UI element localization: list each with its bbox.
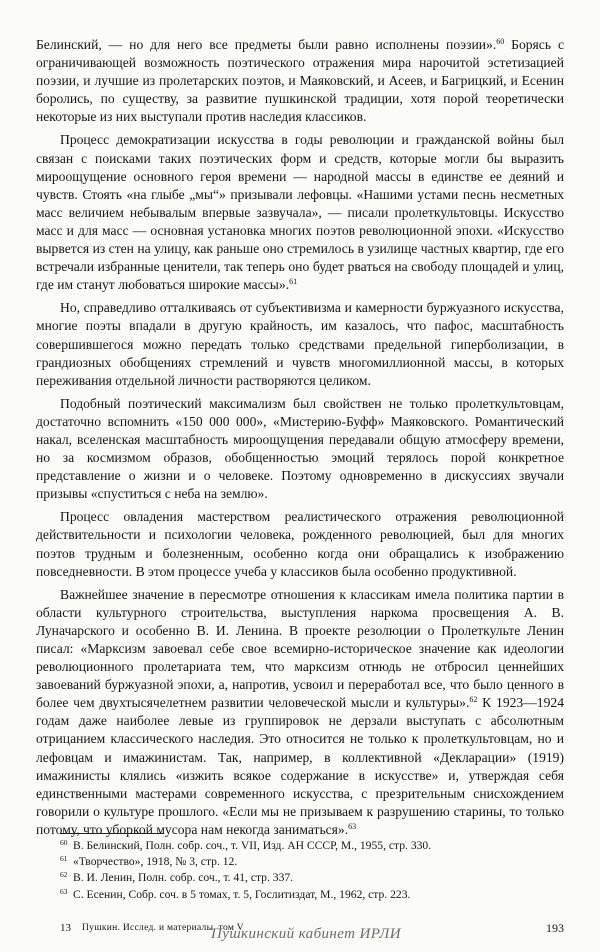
footnote-reference: 60: [496, 37, 505, 46]
footnote-text: В. И. Ленин, Полн. собр. соч., т. 41, стр. 337.: [73, 871, 294, 885]
paragraph: [36, 395, 564, 504]
footnote: [60, 887, 564, 903]
paragraph: [36, 36, 564, 126]
paragraph-text: Процесс демократизации искусства в годы революции и гражданской войны был связан с поисками таких поэтических форм и средств, которые могли бы выразить мироощущение основного героя времени — народной массы в единстве ее деяний и чувств. Стоять «на глыбе „мы“» призывали лефовцы. «Нашими устами песнь несметных масс величием небывалым впервые зазвучала», — писали пролеткультовцы. Искусство масс и для масс — основная установка многих поэтов революционной эпохи. «Искусство вырвется из стен на улицу, как раньше оно стремилось в узилище частных квартир, где его встречали избранные ценители, так теперь оно будет рваться на свободу площадей и улиц, где им станут любоваться широкие массы».: [36, 132, 564, 293]
paragraph-text: Белинский, — но для него все предметы были равно исполнены поэзии».: [36, 37, 497, 52]
signature-title: Пушкин. Исслед. и материалы, том V: [82, 923, 244, 933]
footnote-reference: 62: [469, 695, 478, 705]
paragraph-text: Важнейшее значение в пересмотре отношения к классикам имела политика партии в области культурного строительства, выступления наркома просвещения А. В. Луначарского и особенно В. И. Ленина. В проекте резолюции о Пролеткульте Ленин писал: «Марксизм завоевал себе свое всемирно-историческое значение как идеологии революционного пролетариата тем, что марксизм отнюдь не отбросил ценнейших завоеваний буржуазной эпохи, а, напротив, усвоил и переработал все, что было ценного в более чем двухтысячелетнем развитии человеческой мысли и культуры».: [36, 586, 564, 711]
footnote: [60, 854, 564, 870]
footnote-number: 61: [60, 854, 68, 864]
footnote: [60, 870, 564, 886]
footnote-reference: 63: [348, 821, 357, 831]
footnote: [60, 838, 564, 854]
library-watermark: Пушкинский кабинет ИРЛИ: [211, 926, 401, 942]
paragraph: [36, 131, 564, 294]
signature-mark: 13: [60, 922, 71, 934]
paragraph: [36, 508, 564, 580]
paragraph-text: Процесс овладения мастерством реалистического отражения революционной действительности и психологии человека, рожденного революцией, был для многих поэтов трудным и болезненным, особенно когда они обращались к изображению повседневности. В этом процессе учеба у классиков была особенно продуктивной.: [36, 509, 564, 579]
footnote-text: «Творчество», 1918, № 3, стр. 12.: [73, 855, 238, 869]
paragraph-text: Подобный поэтический максимализм был свойствен не только пролеткультовцам, достаточно вспомнить «150 000 000», «Мистерию-Буфф» Маяковского. Романтический накал, вселенская масштабность мироощущения передавали общую атмосферу времени, но за космизмом образов, обобщенностью эмоций терялось порой конкретное представление о жизни и о человеке. Поэтому одновременно в дискуссиях звучали призывы «спуститься с неба на землю».: [36, 395, 564, 502]
footnote-number: 63: [60, 886, 68, 896]
footnotes: [60, 838, 564, 903]
footnote-text: С. Есенин, Собр. соч. в 5 томах, т. 5, Гослитиздат, М., 1962, стр. 223.: [73, 887, 411, 901]
paragraph: [36, 586, 564, 839]
paragraph-text: К 1923—1924 годам даже наиболее левые из группировок не дерзали выступать с абсолютным отрицанием классического наследия. Это относится не только к пролеткультовцам, но и лефовцам и имажинистам. Так, например, в коллективной «Декларации» (1919) имажинисты клялись «изжить всякое содержание в искусстве» и, утверждая себя единственными мастерами современного искусства, с презрительным снисхождением говорили о культуре прошлого. «Если мы не призываем к разрушению старины, то только потому, что уборкой мусора нам некогда заниматься».: [36, 695, 564, 837]
footnote-number: 60: [60, 838, 68, 847]
paragraph-text: Борясь с ограничивающей возможность поэтического отражения мира нарочитой эстетизацией поэзии, и лучшие из пролетарских поэтов, и Маяковский, и Асеев, и Багрицкий, и Есенин боролись, по существу, за развитие пушкинской традиции, хотя порой теоретически некоторые из них выступали против наследия классиков.: [36, 37, 564, 125]
footnote-text: В. Белинский, Полн. собр. соч., т. VII, Изд. АН СССР, М., 1955, стр. 330.: [73, 839, 432, 852]
paragraph-text: Но, справедливо отталкиваясь от субъективизма и камерности буржуазного искусства, многие поэты впадали в другую крайность, им казалось, что пафос, масштабность совершившегося можно передать только средствами предельной гиперболизации, в грандиозных обобщениях стремлений и чувств многомиллионной массы, в которых переживания отдельной личности растворяются целиком.: [36, 300, 564, 388]
body-text: [36, 36, 564, 844]
paragraph: [36, 299, 564, 389]
footnote-separator: [60, 833, 164, 834]
footnote-reference: 61: [289, 277, 298, 287]
footnote-number: 62: [60, 870, 68, 880]
page-number: 193: [546, 921, 564, 935]
